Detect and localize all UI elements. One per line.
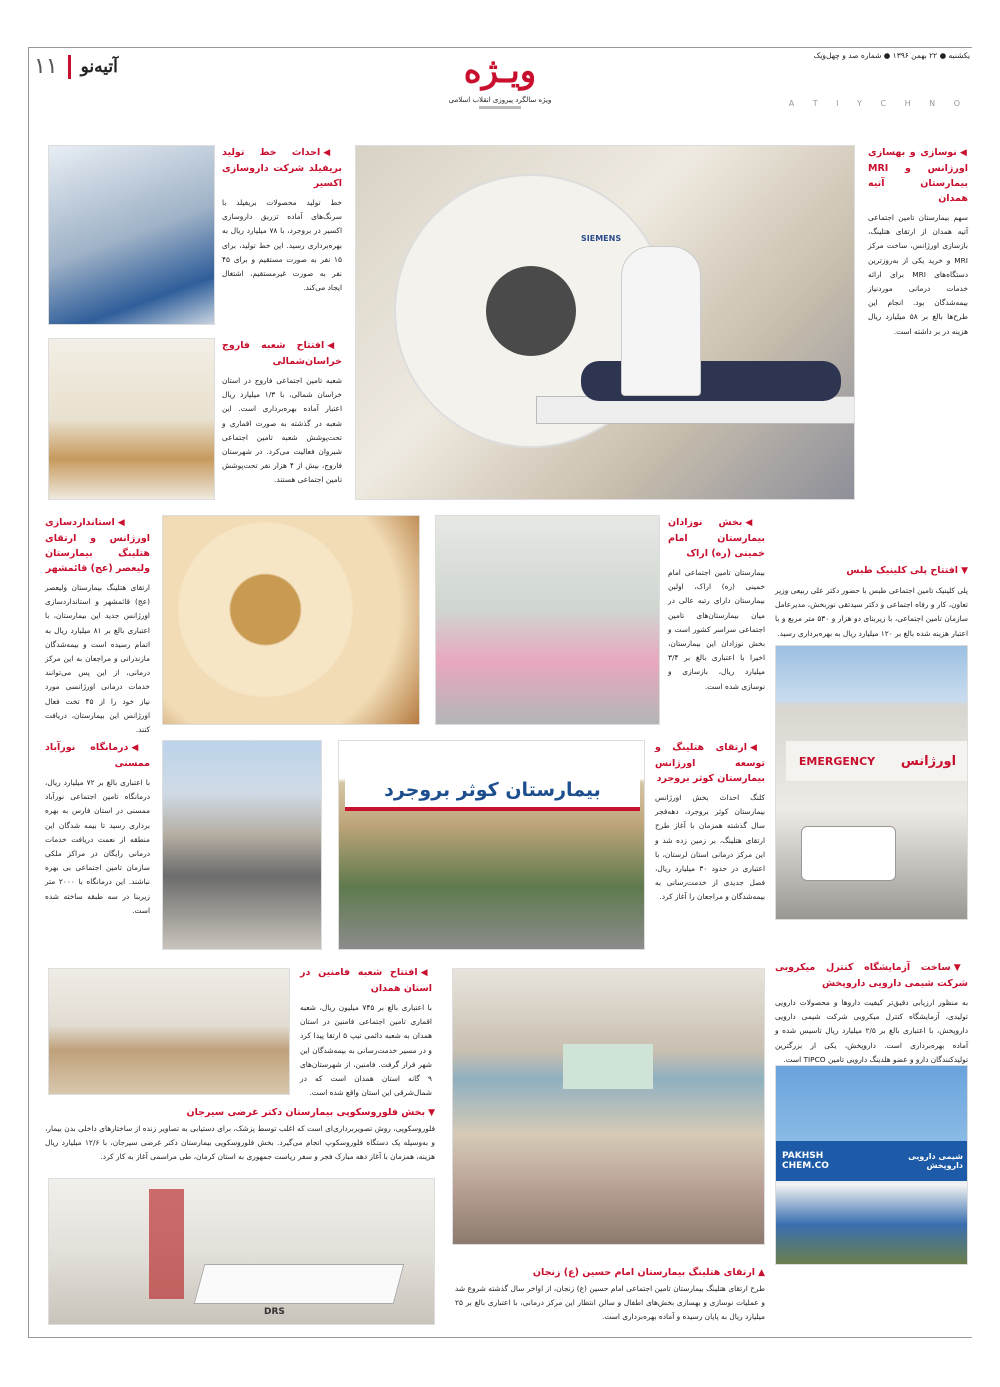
article-title [300,965,432,996]
article-famenin [300,965,432,1100]
marker-icon: ◀ [745,518,765,528]
page-number: ۱۱ [34,54,58,79]
separator [68,55,71,79]
title-text: ارتقای هتلینگ بیمارستان امام حسین (ع) زنجان [532,1267,756,1278]
article-title [455,1265,765,1281]
article-zanjan [455,1265,765,1325]
article-title [45,1105,435,1121]
article-kowsar [655,740,765,905]
pharma-line-photo [48,145,215,325]
article-title [868,145,968,206]
title-text: افتتاح پلی کلینیک طبس [846,565,959,576]
article-title [45,515,150,576]
fluoroscopy-photo [48,1178,435,1325]
zanjan-hall-photo [452,968,765,1245]
latin-brand: A T I Y C H N O [788,99,968,108]
article-faruj [222,338,342,488]
article-title [222,145,342,191]
kowsar-sign [345,773,640,811]
left-rule [28,47,29,1337]
darupakhsh-sign [776,1141,968,1181]
marker-icon: ◀ [131,743,150,753]
title-text: احداث خط تولید بریفیلد شرکت داروسازی اکسیر [222,147,342,189]
paper-name [34,54,118,79]
article-hamedan [868,145,968,339]
sign-en: PAKHSH CHEM.CO [782,1151,829,1171]
title-text: بخش فلوروسکوپی بیمارستان دکتر غرضی سیرجان [186,1107,426,1118]
title-text: نوسازی و بهسازی اورژانس و MRI بیمارستان آتیه همدان [868,147,968,204]
date-line: یکشنبه ● ۲۲ بهمن ۱۳۹۶ ● شماره صد و چهل‌ویک [813,51,970,60]
article-body: طرح ارتقای هتلینگ بیمارستان تامین اجتماعی امام حسین (ع) زنجان، از اواخر سال گذشته شروع شد و عملیات نوسازی و بهسازی بخش‌های اطفال و سالن انتظار این مرکز درمانی، با اعتباری بالغ بر ۲۵ میلیارد ریال به پایان رسیده و آماده بهره‌برداری است. [455,1284,765,1322]
hall-screen [563,1044,653,1089]
famenin-branch-photo [48,968,290,1095]
article-body: شعبه تامین اجتماعی فاروج در استان خراسان شمالی، با ۱/۳ میلیارد ریال اعتبار آماده بهره‌برداری است. این شعبه در گذشته به صورت اقماری و تحت‌پوشش شعبه تامین اجتماعی شیروان فعالیت می‌کرد. در شهرستان فاروج، بیش از ۴ هزار نفر تحت‌پوشش تامین اجتماعی هستند. [222,376,342,485]
kowsar-sign-text: بیمارستان کوثر بروجرد [384,779,601,801]
kowsar-hospital-photo [338,740,645,950]
article-noorabad [45,740,150,918]
article-body: پلی کلینیک تامین اجتماعی طبس با حضور دکتر علی ربیعی وزیر تعاون، کار و رفاه اجتماعی و دکتر سیدتقی نوربخش، مدیرعامل سازمان تامین اجتماعی، با زیربنای دو هزار و ۵۳۰ متر مربع و با اعتبار هزینه شده بالغ بر ۱۲۰ میلیارد ریال به بهره‌برداری رسید. [775,586,969,638]
marker-icon: ◀ [420,968,433,978]
marker-icon: ◀ [323,148,343,158]
marker-icon: ◀ [959,148,968,158]
article-aksir [222,145,342,295]
cabinet [149,1189,184,1299]
article-body: کلنگ احداث بخش اورژانس بیمارستان کوثر بروجرد، دهه‌فجر سال گذشته همزمان با آغاز طرح ارتقای هتلینگ، بر زمین زده شد و این مرکز درمانی استان لرستان، با اعتباری در حدود ۳۰ میلیارد ریال، فصل جدیدی از خدمت‌رسانی به بیمه‌شدگان و مراجعان را آغاز کرد. [655,793,766,902]
title-text: بخش نوزادان بیمارستان امام خمینی (ره) اراک [668,517,765,559]
noorabad-clinic-photo [162,740,322,950]
faruj-branch-photo [48,338,215,500]
marker-icon: ▼ [961,566,968,576]
marker-icon: ◀ [327,341,342,351]
article-title [775,960,968,991]
article-darupakhsh [775,960,968,1067]
marker-icon: ◀ [749,743,765,753]
article-body: با اعتباری بالغ بر ۷۲ میلیارد ریال، درمانگاه تامین اجتماعی نورآباد ممسنی در استان فارس به بهره برداری رسید تا بیمه شدگان این منطقه از نعمت دریافت خدمات درمانی رایگان در مراکز ملکی سازمان تامین اجتماعی بی بهره نباشند. این درمانگاه با ۲۰۰۰ متر زیربنا در سه طبقه ساخته شده است. [45,778,150,915]
article-tabas [775,563,968,641]
title-text: ساخت آزمایشگاه کنترل میکروبی شرکت شیمی دارویی داروپخش [775,962,968,989]
logo-subtitle: ویژه سالگرد پیروزی انقلاب اسلامی [448,96,552,104]
ct-bore [486,266,576,356]
logo-text: ویـژه [463,51,537,91]
article-body: بیمارستان تامین اجتماعی امام خمینی (ره) اراک، اولین بیمارستان دارای رتبه عالی در میان بیمارستان‌های تامین اجتماعی سراسر کشور است و بخش نوزادان این بیمارستان، اخیرا با اعتباری بالغ بر ۳/۴ میلیارد ریال، بازسازی و نوسازی شده است. [668,568,765,691]
logo-underline [479,106,521,109]
article-body: با اعتباری بالغ بر ۷۴۵ میلیون ریال، شعبه اقماری تامین اجتماعی فامنین در استان همدان به شعبه دائمی تیپ ۵ ارتقا پیدا کرد و در مسیر خدمت‌رسانی به بیمه‌شدگان این شهر قرار گرفت. فامنین، از شهرستان‌های ۹ گانه استان همدان است که در شمال‌شرقی این استان واقع شده است. [300,1003,433,1098]
article-title [222,338,342,369]
paper-title: آتیه‌نو [80,56,118,77]
article-title [775,563,968,579]
article-ghaemshahr [45,515,150,737]
darupakhsh-photo [775,1065,968,1265]
patient [581,361,841,401]
ct-scanner-photo [355,145,855,500]
article-arak [668,515,765,694]
ambulance [801,826,896,881]
article-body: خط تولید محصولات بریفیلد با سرنگ‌های آماده تزریق داروسازی اکسیر در بروجرد، با ۷۸ میلیارد ریال به بهره‌برداری رسید. این خط تولید، برای ۱۵ نفر به صورت مستقیم و برای ۴۵ نفر به صورت غیرمستقیم، اشتغال ایجاد می‌کند. [222,198,342,293]
title-text: استانداردسازی اورژانس و ارتقای هتلینگ بیمارستان ولیعصر (عج) قائمشهر [45,517,150,574]
title-text: درمانگاه نورآباد ممسنی [45,742,150,769]
article-body: به منظور ارزیابی دقیق‌تر کیفیت داروها و محصولات دارویی تولیدی، آزمایشگاه کنترل میکروبی شرکت شیمی دارویی داروپخش، با اعتباری بالغ بر ۲/۵ میلیارد ریال تاسیس شده و آماده بهره‌برداری است. داروپخش، یکی از بزرگترین تولیدکنندگان دارو و عضو هلدینگ دارویی تامین TIPCO است. [775,998,968,1064]
fluoro-brand: DRS [264,1307,285,1317]
ct-brand-label: SIEMENS [581,234,622,243]
nicu-photo [435,515,660,725]
sign-fa: شیمی دارویی داروپخش [908,1152,963,1170]
title-text: افتتاح شعبه فامنین در استان همدان [300,967,432,994]
article-body: ارتقای هتلینگ بیمارستان ولیعصر (عج) قائمشهر و استانداردسازی اورژانس جدید این بیمارستان، با اعتباری بالغ بر ۸۱ میلیارد ریال به اتمام رسیده است و بیمه‌شدگان مازندرانی و مراجعان به این مرکز درمانی، از این پس می‌توانند خدمات درمانی اورژانسی مورد نیاز خود را از ۴۵ تخت فعال اورژانس این بیمارستان، دریافت کنند. [45,583,150,735]
mri-photo [162,515,420,725]
title-text: افتتاح شعبه فاروج خراسان‌شمالی [222,340,342,367]
marker-icon: ◀ [117,518,150,528]
marker-icon: ▲ [758,1268,765,1278]
title-text: ارتقای هتلینگ و توسعه اورژانس بیمارستان کوثر بروجرد [655,742,765,784]
marker-icon: ▼ [953,963,969,973]
emergency-fa: اورژانس [900,753,957,769]
tabas-emergency-photo [775,645,968,920]
article-body: سهم بیمارستان تامین اجتماعی آتیه همدان از ارتقای هتلینگ، بازسازی اورژانس، ساخت مرکز MRI و خرید یکی از به‌روزترین دستگاه‌های MRI برای ارائه خدمات درمانی موردنیاز بیمه‌شدگان بود. انجام این طرح‌ها بالغ بر ۵۸ میلیارد ریال هزینه در بر داشته است. [868,213,968,336]
marker-icon: ▼ [428,1108,435,1118]
article-body: فلوروسکوپی، روش تصویربرداری‌ای است که اغلب توسط پزشک، برای دستیابی به تصاویر زنده از ساختارهای داخلی بدن بیمار، و به‌وسیله یک دستگاه فلوروسکوپ انجام می‌گیرد. بخش فلوروسکوپی بیمارستان دکتر غرضی سیرجان، با ۱۲/۶ میلیارد ریال هزینه، همزمان با آغاز دهه مبارک فجر و سفر ریاست جمهوری به استان کرمان، طی مراسمی آغاز به کار کرد. [45,1124,435,1162]
article-title [45,740,150,771]
article-title [655,740,765,786]
article-sirjan [45,1105,435,1165]
emergency-en: EMERGENCY [798,754,876,768]
fluoro-table [194,1264,405,1304]
technician [621,246,701,396]
logo [440,46,560,109]
bottom-rule [28,1337,972,1338]
emergency-sign [786,741,968,781]
article-title [668,515,765,561]
